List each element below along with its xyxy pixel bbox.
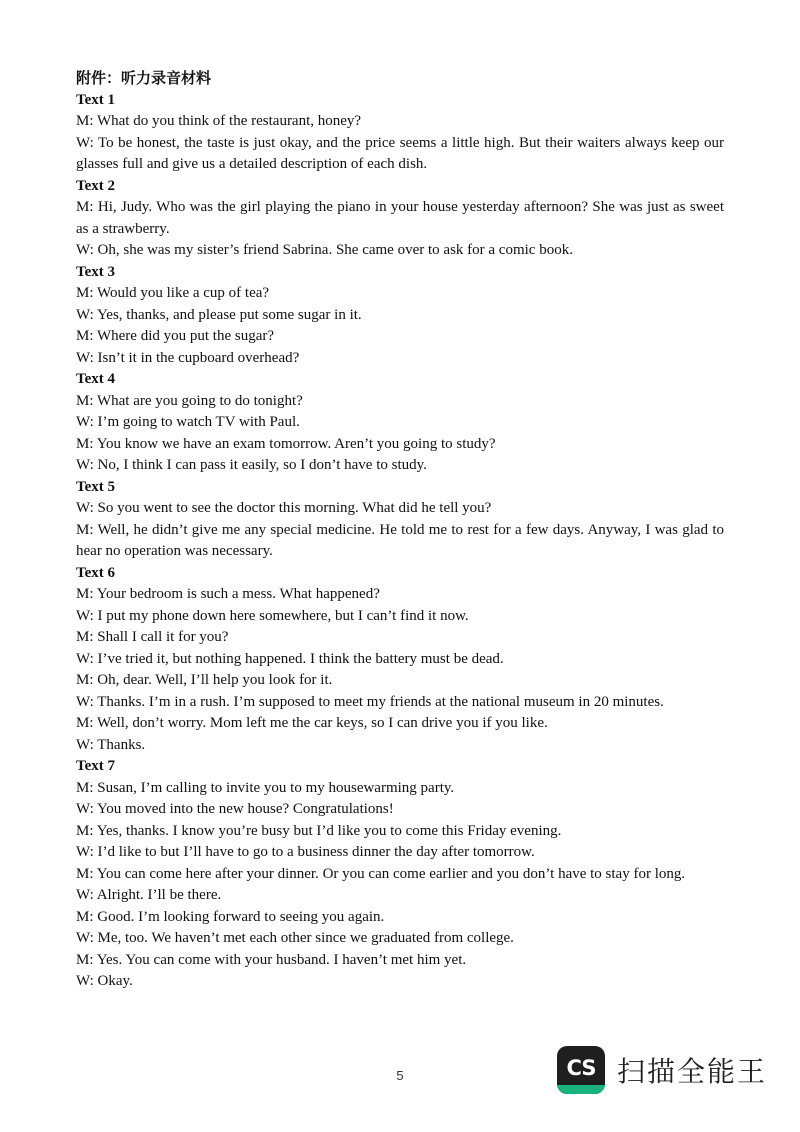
dialogue-line: W: Oh, she was my sister’s friend Sabrina. She came over to ask for a comic book. <box>76 242 573 258</box>
dialogue-line: M: Susan, I’m calling to invite you to my housewarming party. <box>76 779 455 796</box>
dialogue-line: M: Your bedroom is such a mess. What happened? <box>76 586 380 602</box>
dialogue-line: W: So you went to see the doctor this morning. What did he tell you? <box>76 500 492 516</box>
camscanner-watermark <box>557 1046 767 1094</box>
dialogue-line: M: What are you going to do tonight? <box>76 392 303 409</box>
dialogue-line: W: You moved into the new house? Congratulations! <box>76 801 394 817</box>
dialogue-line: W: Isn’t it in the cupboard overhead? <box>76 349 300 366</box>
document-page <box>76 68 724 993</box>
dialogue-line: W: I put my phone down here somewhere, but I can’t find it now. <box>76 607 469 624</box>
dialogue-line: W: Me, too. We haven’t met each other since we graduated from college. <box>76 930 514 946</box>
transcript-sections <box>76 90 724 993</box>
document-header: 附件：听力录音材料 <box>76 69 212 87</box>
camscanner-logo-icon <box>557 1046 605 1094</box>
dialogue-line: M: Well, he didn’t give me any special medicine. He told me to rest for a few days. Anyway, I was glad to hear no operation was necessary. <box>76 521 724 559</box>
dialogue-line: W: Okay. <box>76 973 133 989</box>
watermark-app-name: 扫描全能王 <box>617 1055 768 1088</box>
page-number: 5 <box>396 1068 404 1083</box>
dialogue-line: M: Yes. You can come with your husband. I haven’t met him yet. <box>76 951 467 968</box>
dialogue-line: W: I’d like to but I’ll have to go to a business dinner the day after tomorrow. <box>76 844 535 860</box>
section-title: Text 5 <box>76 478 116 495</box>
dialogue-line: W: Alright. I’ll be there. <box>76 887 222 903</box>
logo-badge-text: CS <box>566 1056 596 1080</box>
section-title: Text 7 <box>76 758 116 774</box>
section-title: Text 3 <box>76 263 116 280</box>
dialogue-line: M: You know we have an exam tomorrow. Aren’t you going to study? <box>76 435 496 452</box>
dialogue-line: M: Shall I call it for you? <box>76 629 229 645</box>
dialogue-line: W: Thanks. <box>76 736 146 753</box>
dialogue-line: M: What do you think of the restaurant, honey? <box>76 113 362 129</box>
section-title: Text 2 <box>76 177 116 194</box>
dialogue-line: M: You can come here after your dinner. Or you can come earlier and you don’t have to stay for long. <box>76 865 686 882</box>
dialogue-line: W: I’m going to watch TV with Paul. <box>76 414 300 430</box>
section-title: Text 4 <box>76 371 116 387</box>
dialogue-line: M: Where did you put the sugar? <box>76 328 275 344</box>
section-title: Text 1 <box>76 91 116 108</box>
dialogue-line: M: Well, don’t worry. Mom left me the car keys, so I can drive you if you like. <box>76 715 548 731</box>
dialogue-line: M: Hi, Judy. Who was the girl playing the piano in your house yesterday afternoon? She was just as sweet as a strawberry. <box>76 199 724 237</box>
dialogue-line: M: Would you like a cup of tea? <box>76 285 270 301</box>
dialogue-line: M: Oh, dear. Well, I’ll help you look for it. <box>76 672 333 688</box>
dialogue-line: M: Good. I’m looking forward to seeing you again. <box>76 908 385 925</box>
dialogue-line: W: Thanks. I’m in a rush. I’m supposed to meet my friends at the national museum in 20 minutes. <box>76 693 664 710</box>
section-title: Text 6 <box>76 564 116 581</box>
dialogue-line: W: No, I think I can pass it easily, so I don’t have to study. <box>76 457 427 473</box>
dialogue-line: W: To be honest, the taste is just okay, and the price seems a little high. But their waiters always keep our glasses full and give us a detailed description of each dish. <box>76 134 724 172</box>
dialogue-line: M: Yes, thanks. I know you’re busy but I’d like you to come this Friday evening. <box>76 822 562 839</box>
dialogue-line: W: I’ve tried it, but nothing happened. I think the battery must be dead. <box>76 650 504 667</box>
dialogue-line: W: Yes, thanks, and please put some sugar in it. <box>76 306 362 323</box>
